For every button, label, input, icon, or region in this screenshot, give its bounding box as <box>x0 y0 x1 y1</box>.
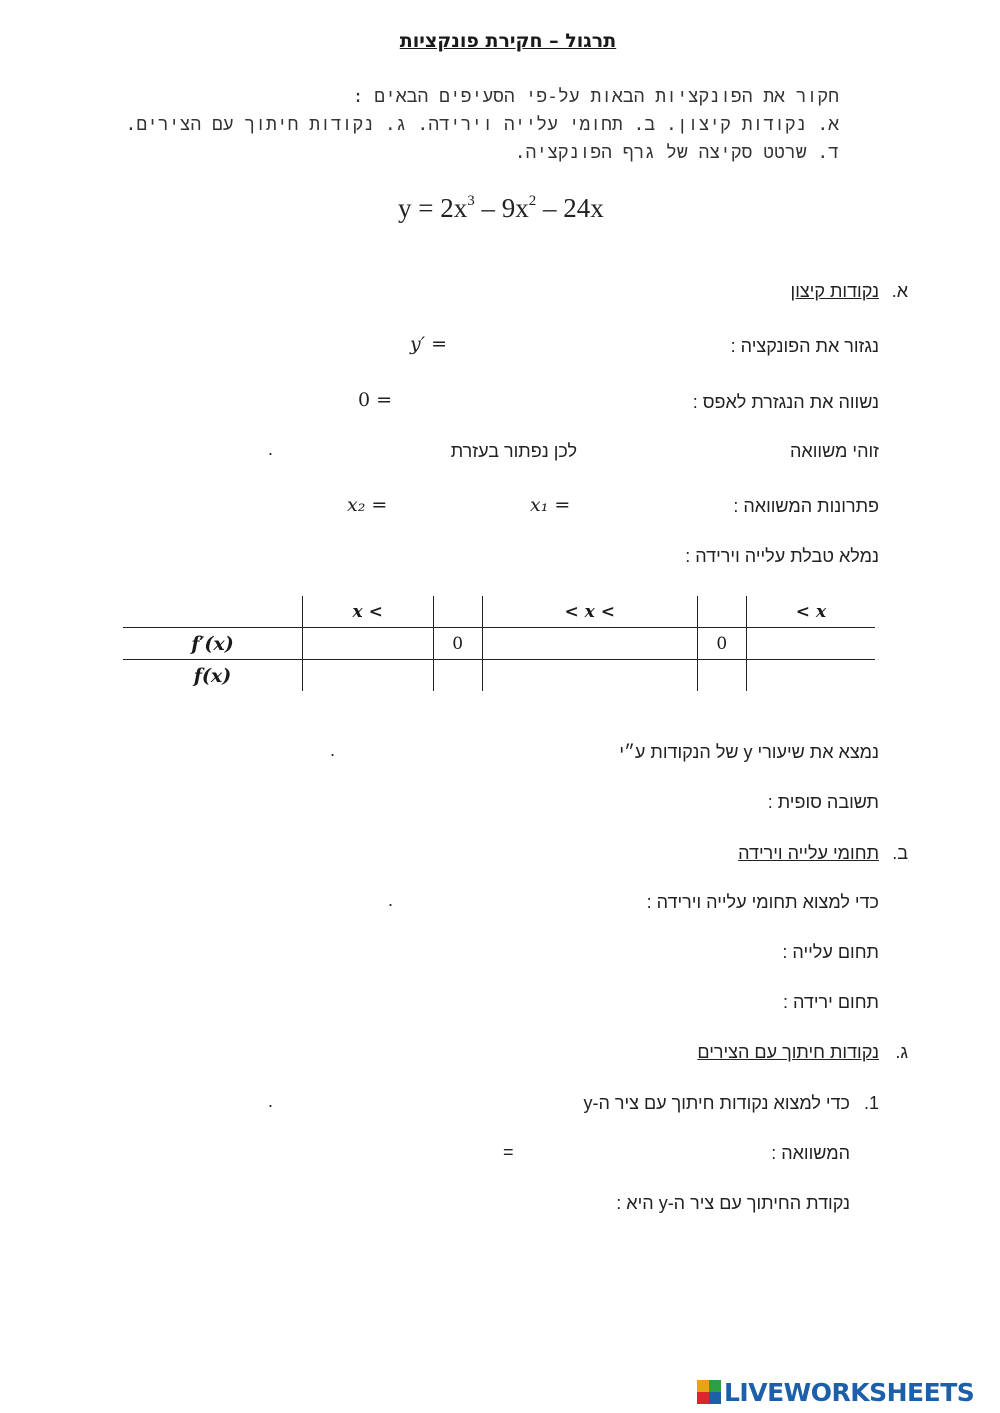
logo-text: LIVEWORKSHEETS <box>724 1377 975 1407</box>
table-cell: 0 <box>697 628 746 660</box>
table-row-function <box>123 660 875 692</box>
intro-line-3: ד. שרטט סקיצה של גרף הפונקציה. <box>514 142 839 163</box>
y-axis-intersection-label: כדי למצוא נקודות חיתוך עם ציר ה-y <box>583 1093 850 1113</box>
section-b-heading: תחומי עלייה וירידה <box>738 843 879 863</box>
section-c-letter: ג. <box>895 1042 908 1062</box>
table-cell: 0 <box>433 628 482 660</box>
table-corner-cell <box>123 596 302 628</box>
table-header-row <box>123 596 875 628</box>
derive-label: נגזור את הפונקציה : <box>730 336 879 356</box>
derive-math: y′ = <box>410 333 448 355</box>
table-header-cell: < x < <box>482 596 697 628</box>
solve-method-label: לכן נפתור בעזרת <box>450 441 577 461</box>
liveworksheets-logo <box>697 1378 974 1406</box>
section-b-intro: כדי למצוא תחומי עלייה וירידה : <box>646 892 879 912</box>
increase-range-label: תחום עלייה : <box>782 942 879 962</box>
table-header-cell: < x <box>746 596 875 628</box>
derivative-row-label: f′(x) <box>123 628 302 660</box>
period-mark: . <box>388 890 394 910</box>
table-label: נמלא טבלת עלייה וירידה : <box>685 546 879 566</box>
x1-math: x₁ = <box>530 494 571 516</box>
equation-label: המשוואה : <box>771 1143 850 1163</box>
period-mark: . <box>330 740 336 760</box>
section-b-letter: ב. <box>892 843 908 863</box>
page-title: תרגול – חקירת פונקציות <box>399 30 617 52</box>
equals-sign: = <box>503 1142 514 1162</box>
period-mark: . <box>268 1091 274 1111</box>
table-cell[interactable] <box>746 660 875 692</box>
solutions-label: פתרונות המשוואה : <box>733 496 879 516</box>
section-c-heading: נקודות חיתוך עם הצירים <box>697 1042 879 1062</box>
decrease-range-label: תחום ירידה : <box>783 992 879 1012</box>
x2-math: x₂ = <box>347 494 388 516</box>
table-cell[interactable] <box>697 660 746 692</box>
function-row-label: f(x) <box>193 664 232 687</box>
equation-type-label: זוהי משוואה <box>790 441 879 461</box>
increase-decrease-table <box>123 596 875 691</box>
final-answer-label: תשובה סופית : <box>767 792 879 812</box>
table-cell[interactable] <box>433 660 482 692</box>
table-cell[interactable] <box>302 628 433 660</box>
equate-math: 0 = <box>358 389 393 411</box>
table-cell[interactable] <box>746 628 875 660</box>
function-formula: $y = 2x^3 - 9x^2 - 24x$ <box>398 193 604 223</box>
equate-label: נשווה את הנגזרת לאפס : <box>692 392 879 412</box>
section-a-letter: א. <box>891 281 908 301</box>
table-cell[interactable] <box>482 660 697 692</box>
table-header-cell: x < <box>302 596 433 628</box>
table-cell[interactable] <box>482 628 697 660</box>
table-row-derivative <box>123 628 875 660</box>
period-mark: . <box>268 439 274 459</box>
intersection-point-label: נקודת החיתוך עם ציר ה-y היא : <box>616 1193 850 1213</box>
table-header-cell[interactable] <box>433 596 482 628</box>
table-cell[interactable] <box>302 660 433 692</box>
intro-line-1: חקור את הפונקציות הבאות על-פי הסעיפים הבאים : <box>352 86 839 107</box>
table-header-cell[interactable] <box>697 596 746 628</box>
intro-line-2: א. נקודות קיצון. ב. תחומי עלייה וירידה. ג. נקודות חיתוך עם הצירים. <box>125 114 839 135</box>
item-number: 1. <box>863 1093 879 1113</box>
section-a-heading: נקודות קיצון <box>790 281 879 301</box>
liveworksheets-logo-icon <box>697 1380 721 1404</box>
find-y-label: נמצא את שיעורי y של הנקודות ע״י <box>619 742 879 762</box>
